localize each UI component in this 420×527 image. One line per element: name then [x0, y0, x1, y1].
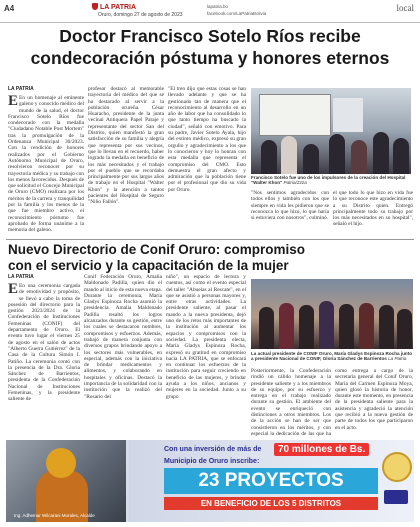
attendee-figure: [351, 140, 367, 174]
attendee-figure: [319, 301, 334, 349]
attendee-figure: [303, 144, 319, 174]
attendee-figure: [359, 303, 374, 349]
ad-subtitle: Municipio de Oruro inscribe:: [164, 458, 260, 465]
article2-photo-caption: [251, 351, 413, 362]
article1-col1-text: En un homenaje al eminente galeno y conocido médico del mundo de la salud, el doctor Francisco Sotelo Ríos fue condecorado con la medalla "Ciudadano Notable Post Mortem" tras la promulgación de la Ordenanza Municipal 30/2023. Con la rendición de honores realizados por el Gobierno Autónomo Municipal de Oruro, resolvieron reconocer por su trayectoria médica y su trabajo con los menos favorecidos. Después de que solicitud el Concejo Municipal de Oruro (CMO) realizara por los méritos de la carrera y tranquilidad por la familia y los menos de la que fue miembro activo, el reconocimiento póstumo fue aprobado de forma unánime a la memoria del galeno.: [8, 95, 84, 234]
ad-intro: Con una inversión de más de: [164, 446, 262, 453]
article1-photo-credit: Patria/Zzza: [283, 180, 307, 186]
hospital-banner: [259, 94, 331, 136]
attendee-figure: [379, 305, 394, 349]
article2-photo: [251, 279, 413, 349]
drop-cap: E: [8, 95, 19, 109]
section-label: local: [396, 3, 414, 13]
mayor-photo: [6, 440, 126, 522]
article1-photo: [251, 88, 411, 174]
article2-column-3: niño", un espacio de lectura y cuentos, así como el evento especial del taller "Abuelas al Rescate", en el que se asistió a personas mayores y, entre otras actividades. La presidente saliente, al pasar el mando a la nueva presidenta, dejó uno de los retos más importantes de la institución al aumentar los espacios y compromisos con la sociedad. La presidenta electa, María Gladys Espinoza Rocha, expresó su gratitud en compromiso hacia LA PATRIA, que se enfocará en continuar los esfuerzos de la institución para seguir creciendo en beneficio de las mujeres, y brindar ayuda a los niños, ancianos y mujeres en la sociedad. Junto a su grupo: [166, 274, 246, 400]
helmet: [46, 448, 76, 478]
newspaper-name: LA PATRIA: [100, 4, 137, 11]
shield-icon: [92, 3, 98, 10]
attendee-figure: [373, 132, 389, 174]
ad-banner: EN BENEFICIO DE LOS 5 DISTRITOS: [164, 497, 378, 510]
municipal-advertisement[interactable]: [6, 440, 414, 522]
article2-column-1: [8, 283, 80, 436]
article1-column-4: "Nos sentimos agradecidos con todos ellos y también con los que siempre en vida les pidieron que se reconozca lo que hizo, lo que haría si estuviera con nosotros", culminó.: [251, 190, 329, 222]
article1-caption-text: Francisco Sotelo fue uno de los impulsores de la creación del Hospital "Walter Khon": [251, 175, 406, 186]
article1-column-2: profesor destacó al memorable trayectoria del médico del que se ha destacado al servir a la población orureña. César Huaracho, presidente de la junta vecinal Antiquera Papel Paraje y representante del sector San del Distrito, quien manifestó la gran satisfacción de su familia y alegría que representa por sus vecinos, que lo llevan en el recuerdo, haber logrado la medalla en beneficio de los más necesitados y el trabajo por el pueblo que se recordaba principalmente por sus largos años de trabajo en el Hospital "Walter Khon" y la atención a tantos pacientes del Hospital de Seguro "Niño Fallón".: [88, 86, 164, 206]
article2-photo-credit: La Patria: [388, 356, 407, 362]
article1-photo-caption: [251, 175, 411, 186]
article1-column-3: "El tren dijo que estas cosas se han llevado adelante y que se ha gestionado tan de manera que el reconocimiento al desarrollo en un año de labor que ha consolidado lo que tanto tiempo ha buscado la ciudad", señaló con emotivo. Para su padre, Javier Sotelo Ayala, hijo del extinto médico, expresó su gran orgullo y agradecimiento a los que lo conocieron y hoy lo honran con esta medalla que representa el compromiso del CMO. Esto demuestra el gran afecto y admiración que la población tiene por el profesional que dio su vida por Oruro.: [168, 86, 246, 193]
ad-amount: 70 millones de Bs.: [274, 443, 369, 456]
page-number: A4: [4, 4, 15, 13]
ad-photo-caption: Ing. Adhemar Wilcarani Morales, Alcalde: [14, 513, 95, 518]
ad-headline: 23 PROYECTOS: [164, 468, 378, 494]
municipal-seal-icon: [382, 452, 412, 482]
attendee-figure: [281, 136, 297, 174]
attendee-figure: [397, 309, 412, 349]
article1-title-line2: condecoración póstuma y honores eternos: [30, 48, 390, 68]
article2-title-line1: Nuevo Directorio de Conif Oruro: compromiso: [8, 242, 306, 257]
article2-column-2: Conif Federación Oruro, Amalia Maldonado Padilla, quien dio el mando al inicio de esta nueva etapa. Durante la ceremonia, María Gladys Espinoza Rocha asumió la presidencia. Amalia Maldonado Padilla resaltó los logros alcanzados durante su gestión, entre los cuales se destacaron nombres, compromisos y esfuerzos. Además, trabajó de manera conjunta con diversos grupos brindando apoyo a los sectores más vulnerables, en especial, además con la iniciativa de brindar medicamentos y alimentos, y colaborando en hospitales y oficinas. Destacó la importancia de la solidaridad con la institución que la realizó del "Rosario del: [84, 274, 162, 400]
article2-col1-text: En una ceremonia cargada de emotividad y propósito, se llevó a cabo la toma de posesión del directorio para la gestión 2023/2024 de la Confederación de Instituciones Femeninas (CONIF) del departamento de Oruro. El evento tuvo lugar el viernes 25 de agosto en el salón de actos "Alberto Guerra Gutiérrez" de la Casa de la Cultura Simón I. Patiño. La ceremonia contó con la presencia de la Dra. Gloria Sánchez de Barrientos, presidenta de la Confederación Nacional de Instituciones Femeninas, y la presidente saliente de: [8, 283, 80, 403]
issue-date: Oruro, domingo 27 de agosto de 2023: [98, 12, 183, 18]
article2-title-line2: con el servicio y la capacitación de la mujer: [8, 258, 289, 273]
attendee-figure: [339, 304, 354, 349]
attendee-figure: [329, 134, 345, 174]
attendee-figure: [259, 307, 274, 349]
article1-title-line1: Doctor Francisco Sotelo Ríos recibe: [59, 26, 361, 46]
facebook-link[interactable]: facebook.com/LaPatriaBolivia: [207, 11, 267, 16]
newspaper-logo: [92, 3, 136, 11]
attendee-figure: [279, 303, 294, 349]
article2-column-4: Posteriormente, la Confederación rindió un cálido homenaje a la presidente saliente y a los miembros de su equipo, por su esfuerzo y entrega en el trabajo realizado durante su gestión. El ambiente del evento se enriqueció con distinciones a otros miembros. Los de la acción se han de ser que consistieron en los méritos, y con especial la dedicación de las que ha: [251, 368, 331, 436]
article1-column-5: el que todo lo que hizo en vida fue lo que reconoce este agradecimiento a su Distrito quien. Entregó principalmente todo su trabajo por los más necesitados en su hospital", señaló el hijo.: [333, 190, 413, 228]
attendee-figure: [261, 140, 277, 174]
drop-cap: E: [8, 283, 19, 297]
municipality-logo-icon: [384, 490, 408, 504]
article2-column-4-top: [251, 274, 331, 278]
article2-caption-text: La actual presidente de CONIF Oruro, María Gladys Espinoza Rocha junto a presidente Nacional de CONIF, Gloria Sánchez de Barrientos: [251, 351, 413, 362]
portrait-frame: [333, 98, 363, 132]
article1-column-1: [8, 95, 84, 237]
article1-kicker: LA PATRIA: [8, 86, 34, 92]
article2-column-5: como entrega a cargo de la secretaria general del Conif Oruro, María del Carmen Espinoza Moya, quien glosó la historia de honor, durante este momento, en presencia de la presidenta saliente para la asistencia y agradeció la atención que recibió a la nueva gestión de parte de todos los que participaron en el acto.: [335, 368, 413, 431]
attendee-figure: [299, 305, 314, 349]
article2-kicker: LA PATRIA: [8, 274, 34, 280]
attendee-figure: [393, 138, 409, 174]
website-link[interactable]: lapatria.bo: [207, 4, 229, 9]
section-divider: [6, 239, 414, 240]
